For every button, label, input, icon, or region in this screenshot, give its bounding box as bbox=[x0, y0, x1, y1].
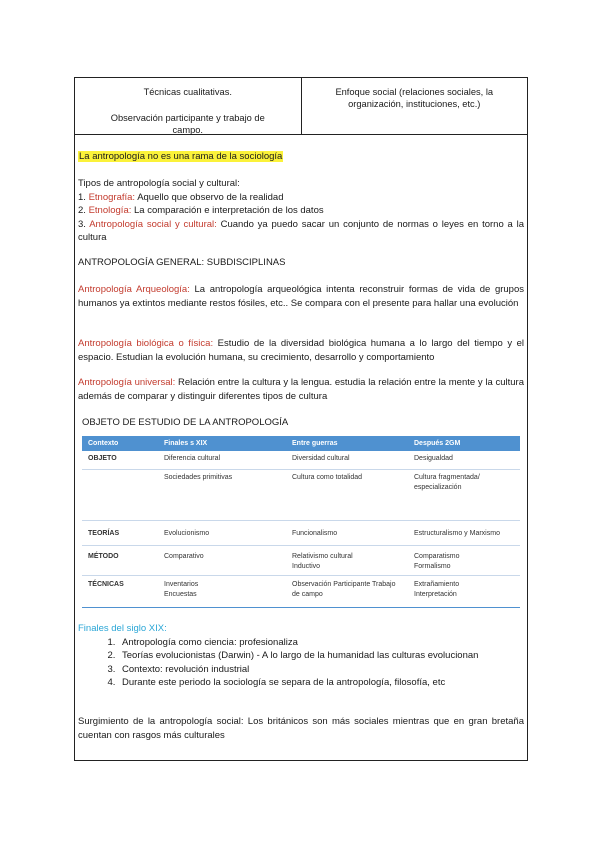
list-item: 1. Antropología como ciencia: profesionaliza bbox=[118, 636, 524, 650]
table-row: OBJETO Diferencia cultural Diversidad cultural Desigualdad bbox=[82, 451, 520, 470]
term-etnografia: Etnografía: bbox=[88, 191, 136, 203]
header-right-cell bbox=[302, 78, 528, 134]
type-item-1: 1. Etnografía: Aquello que observo de la realidad bbox=[78, 191, 284, 203]
header-left-cell bbox=[75, 78, 302, 134]
table-row: TÉCNICAS Inventarios Encuestas Observación Participante Trabajo de campo Extrañamiento Interpretación bbox=[82, 576, 520, 608]
table-header-row bbox=[82, 436, 520, 451]
term-antropologia-social: Antropología social y cultural: bbox=[89, 218, 217, 230]
subdiscipline-universal: Antropología universal: Relación entre la cultura y la lengua. estudia la relación entre la mente y la cultura además de comparar y distinguir diferentes tipos de cultura bbox=[78, 377, 524, 402]
header-left-line2: Observación participante y trabajo de campo. bbox=[110, 113, 265, 135]
table-row: TEORÍAS Evolucionismo Funcionalismo Estructuralismo y Marxismo bbox=[82, 521, 520, 546]
term-etnologia: Etnología: bbox=[88, 205, 132, 216]
closing-paragraph: Surgimiento de la antropología social: Los británicos son más sociales mientras que en gran bretaña cuentan con rasgos más culturales bbox=[78, 716, 524, 741]
table-row: Sociedades primitivas Cultura como totalidad Cultura fragmentada/ especialización bbox=[82, 470, 520, 521]
general-title: ANTROPOLOGÍA GENERAL: SUBDISCIPLINAS bbox=[78, 257, 286, 268]
types-title: Tipos de antropología social y cultural: bbox=[78, 178, 240, 189]
siglo-list bbox=[78, 636, 524, 690]
header-right-text: Enfoque social (relaciones sociales, la organización, instituciones, etc.) bbox=[335, 87, 494, 109]
table-header-cell: Después 2GM bbox=[414, 440, 461, 447]
table-header-cell: Entre guerras bbox=[292, 440, 338, 447]
type-item-3: 3. Antropología social y cultural: Cuando ya puedo sacar un conjunto de normas o leyes en torno a la cultura bbox=[78, 218, 525, 243]
table-header-cell: Contexto bbox=[88, 440, 119, 447]
table-row: MÉTODO Comparativo Relativismo cultural Inductivo Comparatismo Formalismo bbox=[82, 546, 520, 576]
subdiscipline-arqueologia: Antropología Arqueología: La antropología arqueológica intenta reconstruir formas de vida de grupos humanos ya extintos mediante restos fósiles, etc.. Se compara con el presente para hallar una evolución bbox=[78, 284, 524, 309]
object-table bbox=[82, 436, 520, 614]
siglo-title: Finales del siglo XIX: bbox=[78, 623, 167, 634]
table-header-cell: Finales s XIX bbox=[164, 440, 208, 447]
list-item: 2. Teorías evolucionistas (Darwin) - A lo largo de la humanidad las culturas evolucionan bbox=[118, 649, 524, 663]
header-left-line1: Técnicas cualitativas. bbox=[143, 87, 232, 97]
type-item-2: 2. Etnología: La comparación e interpretación de los datos bbox=[78, 205, 324, 216]
list-item: 3. Contexto: revolución industrial bbox=[118, 663, 524, 677]
object-title: OBJETO DE ESTUDIO DE LA ANTROPOLOGÍA bbox=[82, 417, 289, 428]
list-item: 4. Durante este periodo la sociología se separa de la antropología, filosofía, etc bbox=[118, 676, 524, 690]
types-section bbox=[78, 177, 524, 245]
highlight-statement: La antropología no es una rama de la sociología bbox=[79, 151, 283, 162]
header-table bbox=[74, 77, 528, 135]
subdiscipline-biologica: Antropología biológica o física: Estudio de la diversidad biológica humana a lo largo del tiempo y el espacio. Estudian la evolución humana, su crecimiento, desarrollo y comportamiento bbox=[78, 338, 525, 363]
siglo-section bbox=[78, 622, 524, 690]
